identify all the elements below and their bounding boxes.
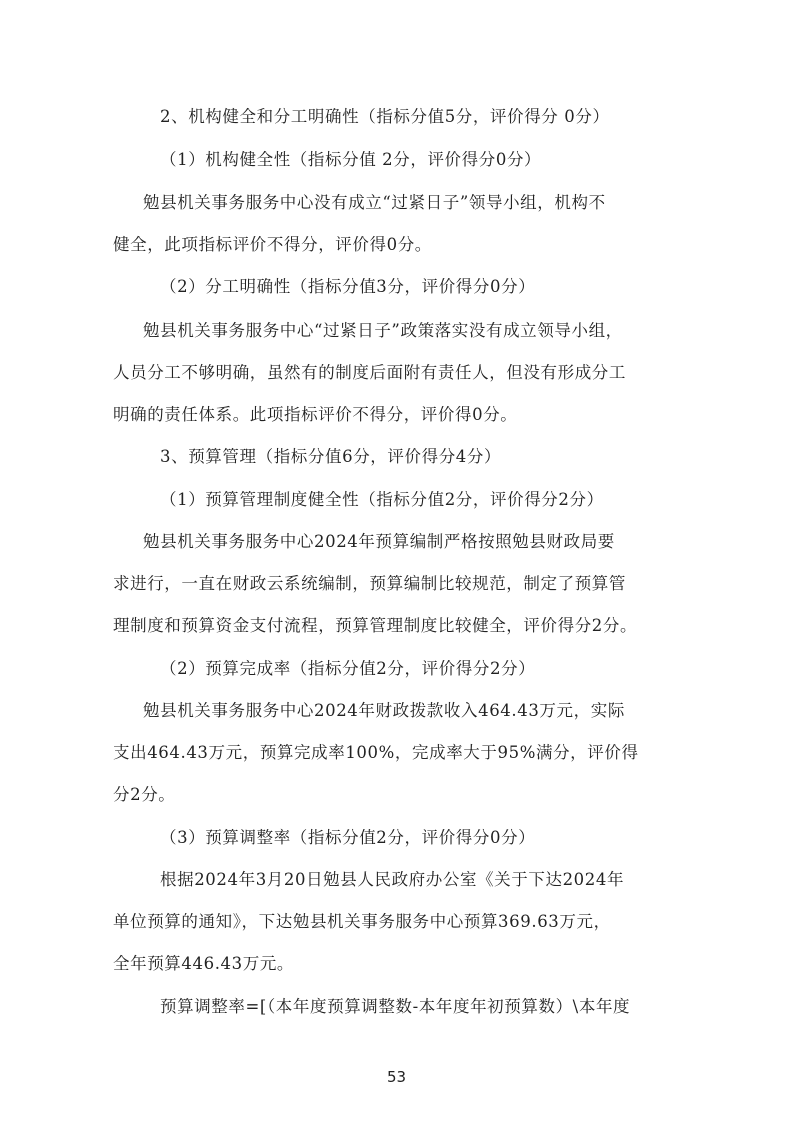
- paragraph-line: 勉县机关事务服务中心“过紧日子”政策落实没有成立领导小组，: [143, 321, 623, 340]
- section-heading: 2、机构健全和分工明确性（指标分值5分，评价得分 0分）: [160, 107, 610, 126]
- paragraph-line: 求进行，一直在财政云系统编制，预算编制比较规范，制定了预算管: [113, 574, 626, 593]
- paragraph-line: 勉县机关事务服务中心2024年预算编制严格按照勉县财政局要: [143, 532, 615, 551]
- paragraph-line: 支出464.43万元，预算完成率100%，完成率大于95%满分，评价得: [113, 743, 639, 762]
- subsection-heading: （1）机构健全性（指标分值 2分，评价得分0分）: [160, 150, 542, 169]
- paragraph-line: 人员分工不够明确，虽然有的制度后面附有责任人，但没有形成分工: [113, 363, 626, 382]
- paragraph-line: 健全，此项指标评价不得分，评价得0分。: [113, 235, 432, 254]
- paragraph-line: 单位预算的通知》，下达勉县机关事务服务中心预算369.63万元，: [113, 912, 611, 931]
- paragraph-line: 全年预算446.43万元。: [113, 954, 295, 973]
- paragraph-line: 分2分。: [113, 785, 176, 804]
- section-heading: 3、预算管理（指标分值6分，评价得分4分）: [160, 447, 502, 466]
- paragraph-line: 理制度和预算资金支付流程，预算管理制度比较健全，评价得分2分。: [113, 616, 638, 635]
- page-number: 53: [386, 1068, 407, 1086]
- paragraph-line: 明确的责任体系。此项指标评价不得分，评价得0分。: [113, 405, 518, 424]
- subsection-heading: （2）分工明确性（指标分值3分，评价得分0分）: [160, 277, 536, 296]
- paragraph-line: 根据2024年3月20日勉县人民政府办公室《关于下达2024年: [160, 870, 625, 889]
- paragraph-line: 勉县机关事务服务中心2024年财政拨款收入464.43万元，实际: [143, 701, 625, 720]
- subsection-heading: （1）预算管理制度健全性（指标分值2分，评价得分2分）: [160, 490, 604, 509]
- paragraph-line: 勉县机关事务服务中心没有成立“过紧日子”领导小组，机构不: [143, 193, 606, 212]
- subsection-heading: （2）预算完成率（指标分值2分，评价得分2分）: [160, 659, 536, 678]
- paragraph-line: 预算调整率=[（本年度预算调整数-本年度年初预算数）\本年度: [160, 997, 631, 1016]
- subsection-heading: （3）预算调整率（指标分值2分，评价得分0分）: [160, 828, 536, 847]
